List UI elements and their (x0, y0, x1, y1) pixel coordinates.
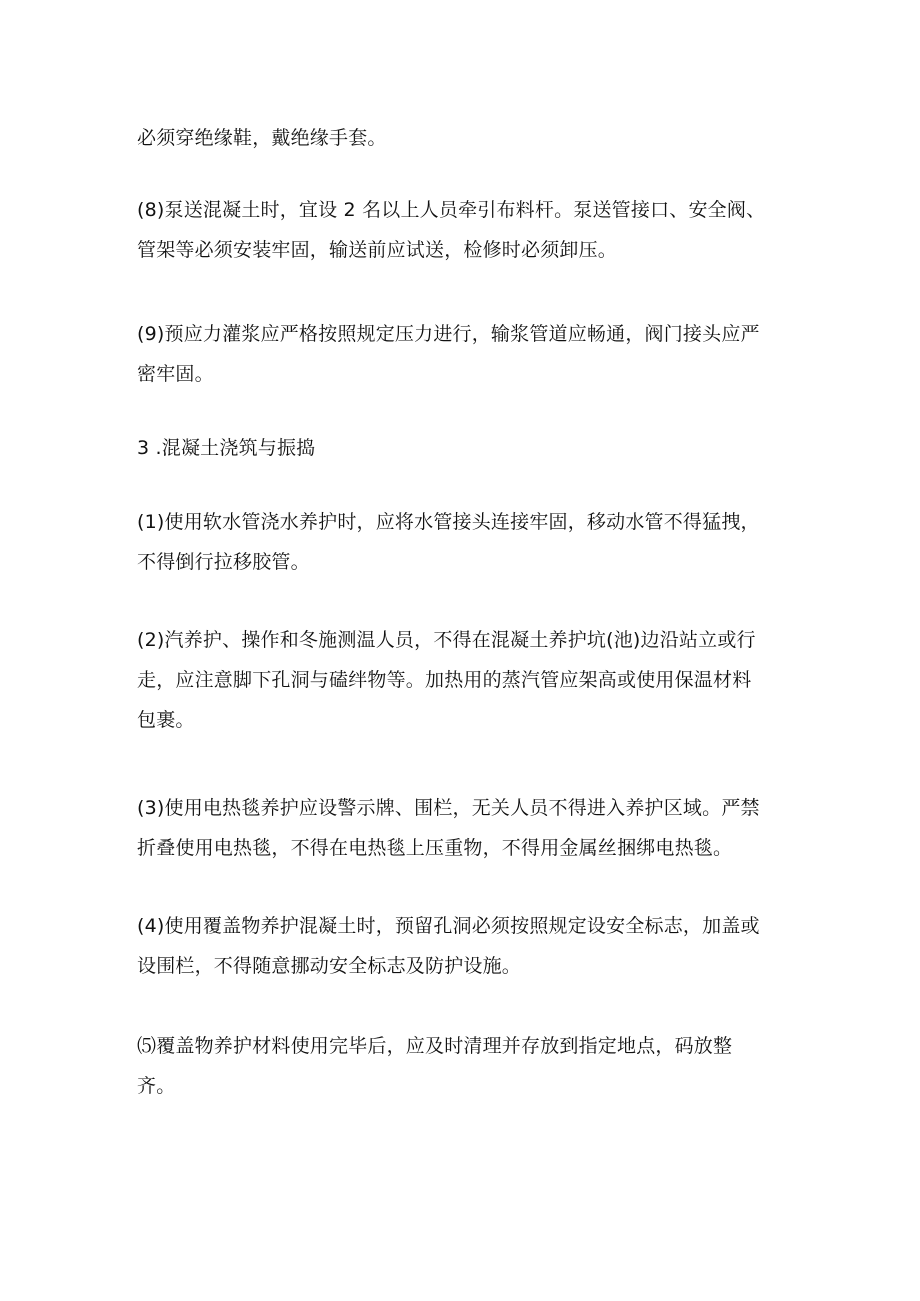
section-heading (137, 428, 797, 468)
paragraph-item-4 (137, 906, 797, 986)
paragraph-item-8 (137, 190, 797, 270)
text-line: 设围栏，不得随意挪动安全标志及防护设施。 (137, 955, 522, 977)
text-line: (4)使用覆盖物养护混凝土时，预留孔洞必须按照规定设安全标志，加盖或 (137, 915, 760, 937)
text-line: 管架等必须安装牢固，输送前应试送，检修时必须卸压。 (137, 239, 618, 261)
text-line: (2)汽养护、操作和冬施测温人员，不得在混凝土养护坑(池)边沿站立或行 (137, 629, 756, 651)
paragraph-item-9 (137, 314, 797, 394)
paragraph-item-1 (137, 502, 797, 582)
text-line: 包裹。 (137, 709, 195, 731)
paragraph-item-5 (137, 1026, 797, 1106)
text-line: (9)预应力灌浆应严格按照规定压力进行，输浆管道应畅通，阀门接头应严 (137, 323, 760, 345)
text-line: ⑸覆盖物养护材料使用完毕后，应及时清理并存放到指定地点，码放整 (137, 1035, 733, 1057)
text-line: 密牢固。 (137, 363, 214, 385)
text-line: (1)使用软水管浇水养护时，应将水管接头连接牢固，移动水管不得猛拽， (137, 511, 760, 533)
text-line: 必须穿绝缘鞋，戴绝缘手套。 (137, 127, 387, 149)
text-line: 齐。 (137, 1075, 176, 1097)
paragraph-intro (137, 118, 797, 158)
text-line: 折叠使用电热毯，不得在电热毯上压重物，不得用金属丝捆绑电热毯。 (137, 837, 733, 859)
text-line: (8)泵送混凝土时，宜设 2 名以上人员牵引布料杆。泵送管接口、安全阀、 (137, 199, 766, 221)
heading-text: 3 .混凝土浇筑与振捣 (137, 437, 316, 459)
paragraph-item-2 (137, 620, 797, 740)
text-line: 走，应注意脚下孔洞与磕绊物等。加热用的蒸汽管应架高或使用保温材料 (137, 669, 752, 691)
text-line: (3)使用电热毯养护应设警示牌、围栏，无关人员不得进入养护区域。严禁 (137, 797, 760, 819)
paragraph-item-3 (137, 788, 797, 868)
text-line: 不得倒行拉移胶管。 (137, 551, 310, 573)
